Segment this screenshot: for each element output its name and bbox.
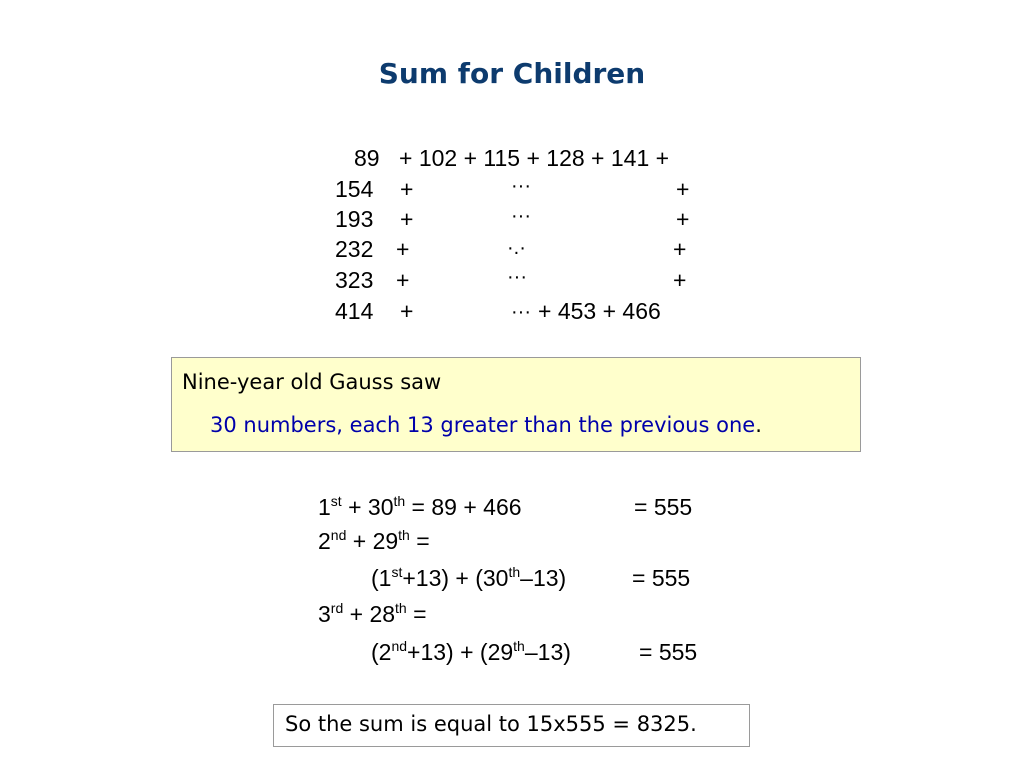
sum-row2-end: + [676, 176, 690, 202]
observation-line1: Nine-year old Gauss saw [182, 370, 442, 394]
calc-line4-c: = [406, 601, 427, 627]
calc-line1-b-sup: th [393, 493, 406, 509]
observation-box [171, 357, 861, 452]
calc-line4 [318, 600, 427, 628]
sum-row4-dots: ·.· [507, 237, 526, 259]
calc-line3-b-sup: th [508, 564, 521, 580]
calc-line2-a: 2 [318, 528, 331, 554]
calc-line3 [371, 564, 566, 592]
calc-line5-a-sup: nd [391, 638, 408, 654]
calc-line5-a: (2 [371, 639, 392, 665]
sum-row5-first: 323 [335, 267, 374, 293]
conclusion-box [273, 704, 750, 747]
calc-line5 [371, 638, 571, 666]
sum-row6-dots: ··· [511, 301, 531, 323]
sum-row3-plus: + [400, 206, 414, 232]
calc-line5-result: = 555 [639, 639, 698, 665]
sum-row2-dots: ··· [511, 175, 531, 197]
calc-line5-b: +13) + (29 [407, 639, 514, 665]
calc-line4-b-sup: th [395, 600, 407, 616]
calc-line1-result: = 555 [634, 494, 693, 520]
slide-title: Sum for Children [378, 57, 646, 90]
sum-row6-first: 414 [335, 298, 374, 324]
calc-line4-b: + 28 [343, 601, 396, 627]
conclusion-text: So the sum is equal to 15x555 = 8325. [285, 712, 697, 736]
sum-row1-rest: + 102 + 115 + 128 + 141 + [399, 145, 670, 171]
sum-row5-plus: + [396, 267, 410, 293]
calc-line4-a-sup: rd [330, 600, 344, 616]
sum-row3-dots: ··· [511, 205, 531, 227]
sum-row3-first: 193 [335, 206, 374, 232]
observation-line2 [210, 413, 762, 437]
calc-line3-c: –13) [520, 565, 567, 591]
calc-line2-b-sup: th [398, 527, 410, 543]
calc-line3-b: +13) + (30 [402, 565, 509, 591]
calc-line2 [318, 527, 430, 555]
sum-row6-end: + 453 + 466 [538, 298, 661, 324]
calc-line2-b: + 29 [346, 528, 399, 554]
sum-row2-plus: + [400, 176, 414, 202]
sum-row4-first: 232 [335, 236, 374, 262]
sum-row5-end: + [673, 267, 687, 293]
calc-line1-c: = 89 + 466 [405, 494, 522, 520]
calc-line3-a: (1 [371, 565, 392, 591]
observation-line2-text: 30 numbers, each 13 greater than the previous one [210, 413, 756, 437]
calc-line1-a-sup: st [330, 493, 342, 509]
calc-line3-a-sup: st [391, 564, 403, 580]
calc-line1 [318, 493, 522, 521]
sum-row6-plus: + [400, 298, 414, 324]
calc-line3-result: = 555 [632, 565, 691, 591]
calc-line2-c: = [409, 528, 430, 554]
sum-row4-plus: + [396, 236, 410, 262]
sum-row2-first: 154 [335, 176, 374, 202]
calc-line2-a-sup: nd [330, 527, 347, 543]
calc-line1-a: 1 [318, 494, 331, 520]
sum-row4-end: + [673, 236, 687, 262]
sum-row1-first: 89 [354, 145, 380, 171]
calc-line4-a: 3 [318, 601, 331, 627]
calc-line5-c: –13) [524, 639, 571, 665]
sum-row3-end: + [676, 206, 690, 232]
sum-row5-dots: ··· [507, 266, 527, 288]
observation-line2-period: . [755, 413, 762, 437]
calc-line1-b: + 30 [341, 494, 394, 520]
calc-line5-b-sup: th [513, 638, 525, 654]
